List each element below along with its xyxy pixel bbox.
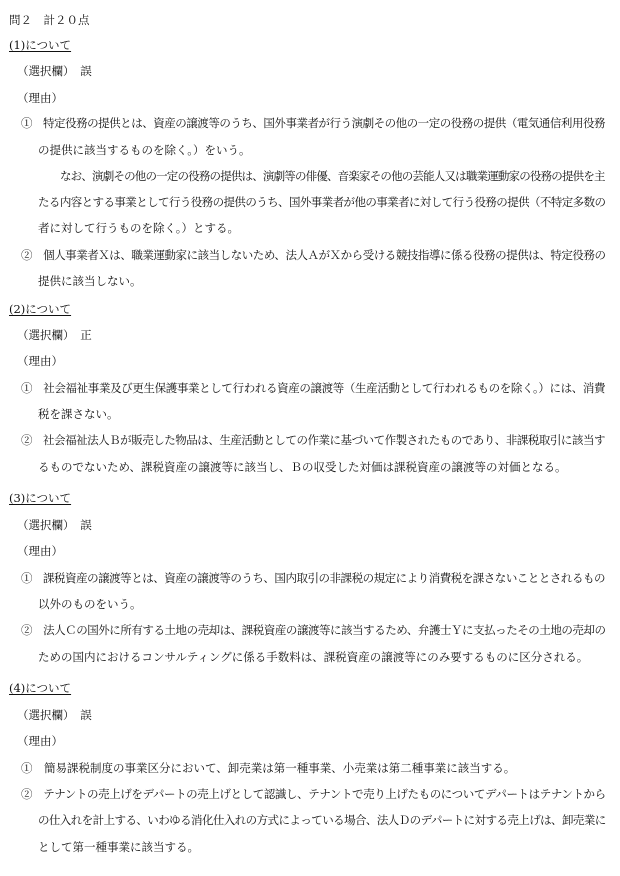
section-3-text-line: ① 課税資産の譲渡等とは、資産の譲渡等のうち、国内取引の非課税の規定により消費税を課さないこととされるもの: [21, 571, 606, 585]
section-4-text-line: として第一種事業に該当する。: [38, 840, 199, 854]
section-2-heading: (2)について: [9, 302, 72, 316]
section-1-text-line: 者に対して行うものを除く。）とする。: [38, 221, 240, 235]
section-2-text-line: 税を課さない。: [38, 407, 119, 421]
section-2-text-line: ② 社会福祉法人Ｂが販売した物品は、生産活動としての作業に基づいて作製されたものであり、非課税取引に該当す: [21, 433, 606, 447]
page-title: 問２ 計２０点: [9, 13, 90, 27]
section-3-text-line: 以外のものをいう。: [38, 597, 142, 611]
section-2-selection: （選択欄） 正: [17, 328, 92, 342]
section-1-text-line: の提供に該当するものを除く。）をいう。: [38, 143, 251, 157]
section-1-text-line: ② 個人事業者Ｘは、職業運動家に該当しないため、法人ＡがＸから受ける競技指導に係る役務の提供は、特定役務の: [21, 248, 606, 262]
section-4-text-line: の仕入れを計上する、いわゆる消化仕入れの方式によっている場合、法人Ｄのデパートに対する売上げは、卸売業に: [38, 813, 606, 827]
section-3-selection: （選択欄） 誤: [17, 518, 92, 532]
section-4-selection: （選択欄） 誤: [17, 708, 92, 722]
section-4-reason-label: （理由）: [17, 734, 63, 748]
section-3-text-line: ための国内におけるコンサルティングに係る手数料は、課税資産の譲渡等にのみ要するものに区分される。: [38, 650, 589, 664]
section-3-text-line: ② 法人Ｃの国外に所有する土地の売却は、課税資産の譲渡等に該当するため、弁護士Ｙに支払ったその土地の売却の: [21, 623, 606, 637]
section-3-heading: (3)について: [9, 491, 72, 505]
section-4-heading: (4)について: [9, 681, 72, 695]
section-4-text-line: ② テナントの売上げをデパートの売上げとして認識し、テナントで売り上げたものについてデパートはテナントから: [21, 787, 606, 801]
section-2-text-line: るものでないため、課税資産の譲渡等に該当し、Ｂの収受した対価は課税資産の譲渡等の対価となる。: [38, 460, 567, 474]
section-2-text-line: ① 社会福祉事業及び更生保護事業として行われる資産の譲渡等（生産活動として行われるものを除く。）には、消費: [21, 381, 606, 395]
section-1-heading: (1)について: [9, 38, 72, 52]
section-1-text-line: たる内容とする事業として行う役務の提供のうち、国外事業者が他の事業者に対して行う役務の提供（不特定多数の: [38, 195, 606, 209]
section-1-text-line: ① 特定役務の提供とは、資産の譲渡等のうち、国外事業者が行う演劇その他の一定の役務の提供（電気通信利用役務: [21, 116, 606, 130]
section-1-reason-label: （理由）: [17, 91, 63, 105]
section-1-text-line: なお、演劇その他の一定の役務の提供は、演劇等の俳優、音楽家その他の芸能人又は職業運動家の役務の提供を主: [60, 169, 605, 183]
section-1-text-line: 提供に該当しない。: [38, 274, 142, 288]
section-1-selection: （選択欄） 誤: [17, 64, 92, 78]
section-2-reason-label: （理由）: [17, 354, 63, 368]
section-4-text-line: ① 簡易課税制度の事業区分において、卸売業は第一種事業、小売業は第二種事業に該当する。: [21, 761, 516, 775]
section-3-reason-label: （理由）: [17, 544, 63, 558]
